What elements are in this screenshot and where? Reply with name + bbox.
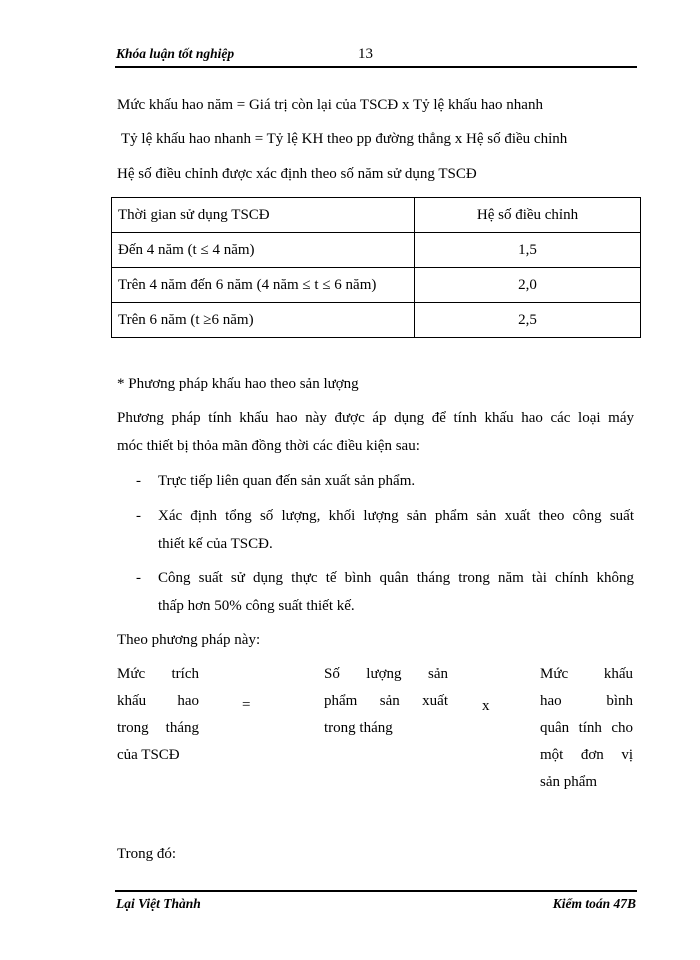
formula-left-line: Mức trích <box>117 666 199 682</box>
table-header-cell: Thời gian sử dụng TSCĐ <box>112 198 415 233</box>
formula-right-line: một đơn vị <box>540 747 633 763</box>
header-rule <box>115 66 637 68</box>
table-row <box>112 303 641 338</box>
formula-right-term <box>540 661 633 796</box>
formula-right-line: hao bình <box>540 693 633 709</box>
table-header-row <box>112 198 641 233</box>
formula-middle-line: trong tháng <box>324 720 393 736</box>
equals-sign: = <box>242 697 251 713</box>
bullet-dash: - <box>136 473 141 489</box>
trong-do-label: Trong đó: <box>117 846 177 862</box>
intro-line-2: móc thiết bị thỏa mãn đồng thời các điều kiện sau: <box>117 438 420 454</box>
table-cell: Đến 4 năm (t ≤ 4 năm) <box>112 233 415 268</box>
bullet-dash: - <box>136 570 141 586</box>
bullet-item: Công suất sử dụng thực tế bình quân tháng trong năm tài chính không <box>158 570 634 586</box>
bullet-item-continuation: thiết kế của TSCĐ. <box>158 536 273 552</box>
formula-right-line: quân tính cho <box>540 720 633 736</box>
section-heading: * Phương pháp khấu hao theo sản lượng <box>117 376 359 392</box>
formula-right-line: Mức khấu <box>540 666 633 682</box>
formula-left-line: khấu hao <box>117 693 199 709</box>
formula-line-2: Tỷ lệ khấu hao nhanh = Tỷ lệ KH theo pp đường thẳng x Hệ số điều chỉnh <box>121 131 568 147</box>
coefficient-table <box>111 197 641 338</box>
footer-rule <box>115 890 637 892</box>
footer-author: Lại Việt Thành <box>116 896 201 911</box>
multiply-sign: x <box>482 698 490 714</box>
table-cell: Trên 4 năm đến 6 năm (4 năm ≤ t ≤ 6 năm) <box>112 268 415 303</box>
formula-line-3: Hệ số điều chỉnh được xác định theo số năm sử dụng TSCĐ <box>117 166 477 182</box>
formula-line-1: Mức khấu hao năm = Giá trị còn lại của TSCĐ x Tỷ lệ khấu hao nhanh <box>117 97 543 113</box>
bullet-item: Trực tiếp liên quan đến sản xuất sản phẩm. <box>158 473 416 489</box>
method-label: Theo phương pháp này: <box>117 632 261 648</box>
formula-right-line: sản phẩm <box>540 774 598 790</box>
table-row <box>112 268 641 303</box>
formula-middle-line: phẩm sản xuất <box>324 693 448 709</box>
table-cell: 2,0 <box>415 268 641 303</box>
intro-line-1: Phương pháp tính khấu hao này được áp dụng để tính khấu hao các loại máy <box>117 410 634 426</box>
footer-class: Kiểm toán 47B <box>552 896 636 911</box>
header-title: Khóa luận tốt nghiệp <box>116 46 235 61</box>
bullet-item: Xác định tổng số lượng, khối lượng sản phẩm sản xuất theo công suất <box>158 508 634 524</box>
page-number: 13 <box>358 46 373 62</box>
table-cell: Trên 6 năm (t ≥6 năm) <box>112 303 415 338</box>
formula-left-line: của TSCĐ <box>117 747 180 763</box>
formula-middle-line: Số lượng sản <box>324 666 448 682</box>
table-row <box>112 233 641 268</box>
bullet-item-continuation: thấp hơn 50% công suất thiết kế. <box>158 598 355 614</box>
bullet-dash: - <box>136 508 141 524</box>
table-header-cell: Hệ số điều chỉnh <box>415 198 641 233</box>
formula-left-line: trong tháng <box>117 720 199 736</box>
table-cell: 1,5 <box>415 233 641 268</box>
table-cell: 2,5 <box>415 303 641 338</box>
formula-middle-term <box>324 661 448 742</box>
formula-left-term <box>117 661 199 769</box>
